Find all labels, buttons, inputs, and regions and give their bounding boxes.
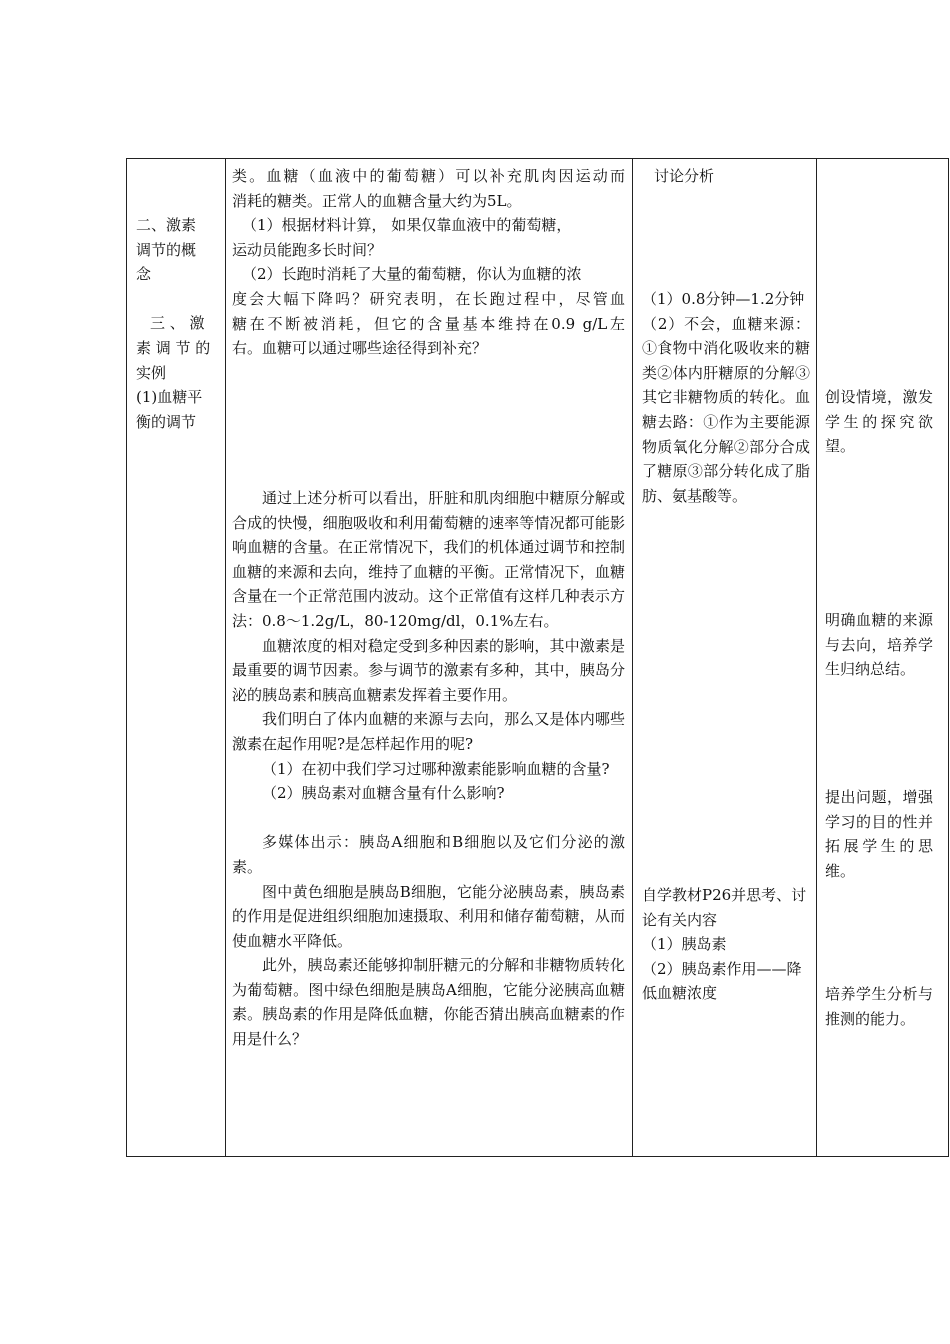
design-intent-2 — [825, 608, 933, 682]
activity-line: （2）胰岛素作用——降低血糖浓度 — [642, 959, 802, 1003]
activity-line: （1）胰岛素 — [642, 935, 727, 954]
heading-line: 二、激素 — [136, 216, 197, 234]
content-line: 度会大幅下降吗？研究表明，在长跑过程中，尽管血 — [232, 289, 625, 308]
heading-line: 三 、 激 — [150, 314, 205, 333]
paragraph-multimedia: 多媒体出示：胰岛A细胞和B细胞以及它们分泌的激素。 — [232, 833, 625, 876]
answer-2: （2）不会，血糖来源：①食物中消化吸收来的糖类②体内肝糖原的分解③其它非糖物质的转化。血糖去路：①作为主要能源物质氧化分解②部分合成了糖原③部分转化成了脂肪、氨基酸等。 — [642, 314, 810, 505]
paragraph-question-intro: 我们明白了体内血糖的来源与去向，那么又是体内哪些激素在起作用呢?是怎样起作用的呢? — [232, 710, 625, 753]
student-activity-answers — [642, 287, 810, 508]
student-activity-discuss — [642, 164, 810, 189]
lesson-plan-table — [126, 158, 949, 1157]
content-line: 消耗的糖类。正常人的血糖含量大约为5L。 — [232, 191, 522, 210]
heading-line: 念 — [136, 265, 152, 284]
content-line: 糖在不断被消耗，但它的含量基本维持在0.9 g/L左 — [232, 314, 625, 333]
heading-line: (1)血糖平 — [136, 388, 203, 407]
content-line: 运动员能跑多长时间？ — [232, 240, 383, 259]
heading-line: 衡的调节 — [136, 412, 197, 431]
paragraph-question-2: （2）胰岛素对血糖含量有什么影响? — [262, 784, 505, 803]
design-intent-4 — [825, 982, 933, 1031]
teaching-content-bottom — [232, 486, 625, 1052]
column-divider-3 — [816, 159, 817, 1156]
paragraph-beta-cell: 图中黄色细胞是胰岛B细胞，它能分泌胰岛素，胰岛素的作用是促进组织细胞加速摄取、利用和储存葡萄糖，从而使血糖水平降低。 — [232, 882, 625, 950]
content-line: 类。血糖（血液中的葡萄糖）可以补充肌肉因运动而 — [232, 167, 625, 185]
content-line: 右。血糖可以通过哪些途径得到补充？ — [232, 339, 488, 358]
teaching-content-top — [232, 164, 625, 361]
intent-text: 明确血糖的来源与去向，培养学生归纳总结。 — [825, 611, 933, 679]
section-heading-column — [136, 213, 216, 434]
column-divider-1 — [225, 159, 226, 1156]
content-line: （2）长跑时消耗了大量的葡萄糖，你认为血糖的浓 — [242, 265, 582, 284]
paragraph-question-1: （1）在初中我们学习过哪种激素能影响血糖的含量? — [262, 759, 610, 778]
heading-line: 素 调 节 的 — [136, 338, 211, 357]
intent-text: 培养学生分析与推测的能力。 — [825, 985, 933, 1028]
paragraph-hormones: 血糖浓度的相对稳定受到多种因素的影响，其中激素是最重要的调节因素。参与调节的激素有多种，其中，胰岛分泌的胰岛素和胰高血糖素发挥着主要作用。 — [232, 636, 625, 704]
activity-line: 自学教材P26并思考、讨论有关内容 — [642, 886, 807, 929]
design-intent-1 — [825, 385, 933, 459]
spacer — [232, 806, 625, 831]
intent-text: 创设情境，激发学生的探究欲望。 — [825, 388, 933, 456]
intent-text: 提出问题，增强学习的目的性并拓展学生的思维。 — [825, 788, 933, 880]
answer-1: （1）0.8分钟—1.2分钟 — [642, 290, 805, 308]
paragraph-analysis: 通过上述分析可以看出，肝脏和肌肉细胞中糖原分解或合成的快慢，细胞吸收和利用葡萄糖的速率等情况都可能影响血糖的含量。在正常情况下，我们的机体通过调节和控制血糖的来源和去向，维持了血糖的平衡。正常情况下，血糖含量在一个正常范围内波动。这个正常值有这样几种表示方法：0.8～1.2g/L，80-120mg/dl，0.1%左右。 — [232, 489, 625, 630]
activity-line: 讨论分析 — [654, 167, 715, 185]
content-line: （1）根据材料计算， 如果仅靠血液中的葡萄糖， — [242, 216, 572, 235]
student-activity-selfstudy — [642, 883, 810, 1006]
heading-line: 实例 — [136, 363, 167, 382]
spacer — [136, 287, 216, 312]
column-divider-2 — [632, 159, 633, 1156]
design-intent-3 — [825, 785, 933, 883]
paragraph-alpha-cell: 此外，胰岛素还能够抑制肝糖元的分解和非糖物质转化为葡萄糖。图中绿色细胞是胰岛A细胞，它能分泌胰高血糖素。胰岛素的作用是降低血糖，你能否猜出胰高血糖素的作用是什么？ — [232, 956, 625, 1049]
heading-line: 调节的概 — [136, 240, 197, 259]
